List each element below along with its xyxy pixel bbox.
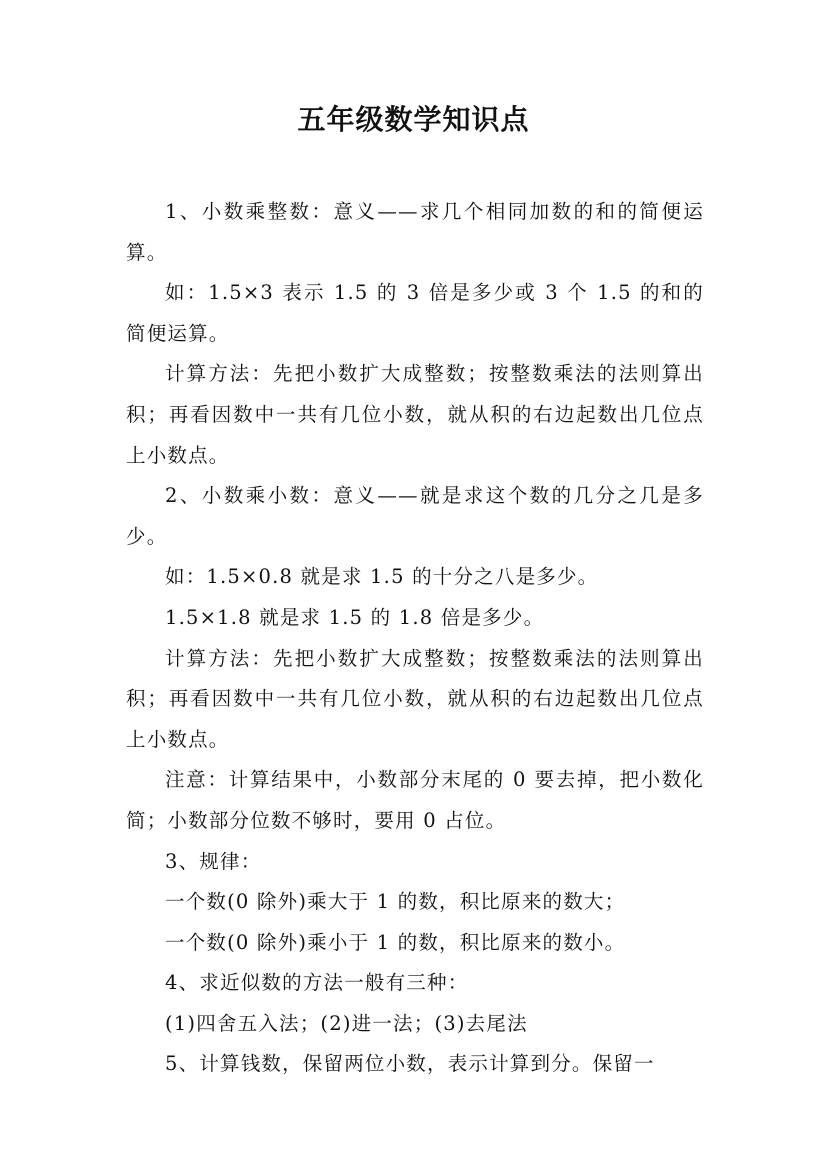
paragraph-10: 一个数(0 除外)乘大于 1 的数，积比原来的数大； <box>165 890 626 914</box>
paragraph-5: 如：1.5×0.8 就是求 1.5 的十分之八是多少。 <box>165 565 599 589</box>
paragraph-8: 注意：计算结果中，小数部分末尾的 0 要去掉，把小数化简；小数部分位数不够时，要用 0 占位。 <box>126 768 704 832</box>
paragraph-9: 3、规律： <box>165 849 262 873</box>
page-title: 五年级数学知识点 <box>297 103 530 136</box>
paragraph-13: (1)四舍五入法；(2)进一法；(3)去尾法 <box>165 1011 528 1035</box>
paragraph-7: 计算方法：先把小数扩大成整数；按整数乘法的法则算出积；再看因数中一共有几位小数，就从积的右边起数出几位点上小数点。 <box>126 646 704 751</box>
paragraph-4: 2、小数乘小数：意义——就是求这个数的几分之几是多少。 <box>126 484 704 548</box>
paragraph-11: 一个数(0 除外)乘小于 1 的数，积比原来的数小。 <box>165 930 626 954</box>
paragraph-12: 4、求近似数的方法一般有三种： <box>165 971 469 995</box>
paragraph-6: 1.5×1.8 就是求 1.5 的 1.8 倍是多少。 <box>165 605 545 629</box>
document-body <box>126 192 704 1085</box>
paragraph-3: 计算方法：先把小数扩大成整数；按整数乘法的法则算出积；再看因数中一共有几位小数，就从积的右边起数出几位点上小数点。 <box>126 362 704 467</box>
paragraph-1: 1、小数乘整数：意义——求几个相同加数的和的简便运算。 <box>126 200 704 264</box>
paragraph-14: 5、计算钱数，保留两位小数，表示计算到分。保留一 <box>165 1052 655 1076</box>
paragraph-2: 如：1.5×3 表示 1.5 的 3 倍是多少或 3 个 1.5 的和的简便运算。 <box>126 281 704 345</box>
